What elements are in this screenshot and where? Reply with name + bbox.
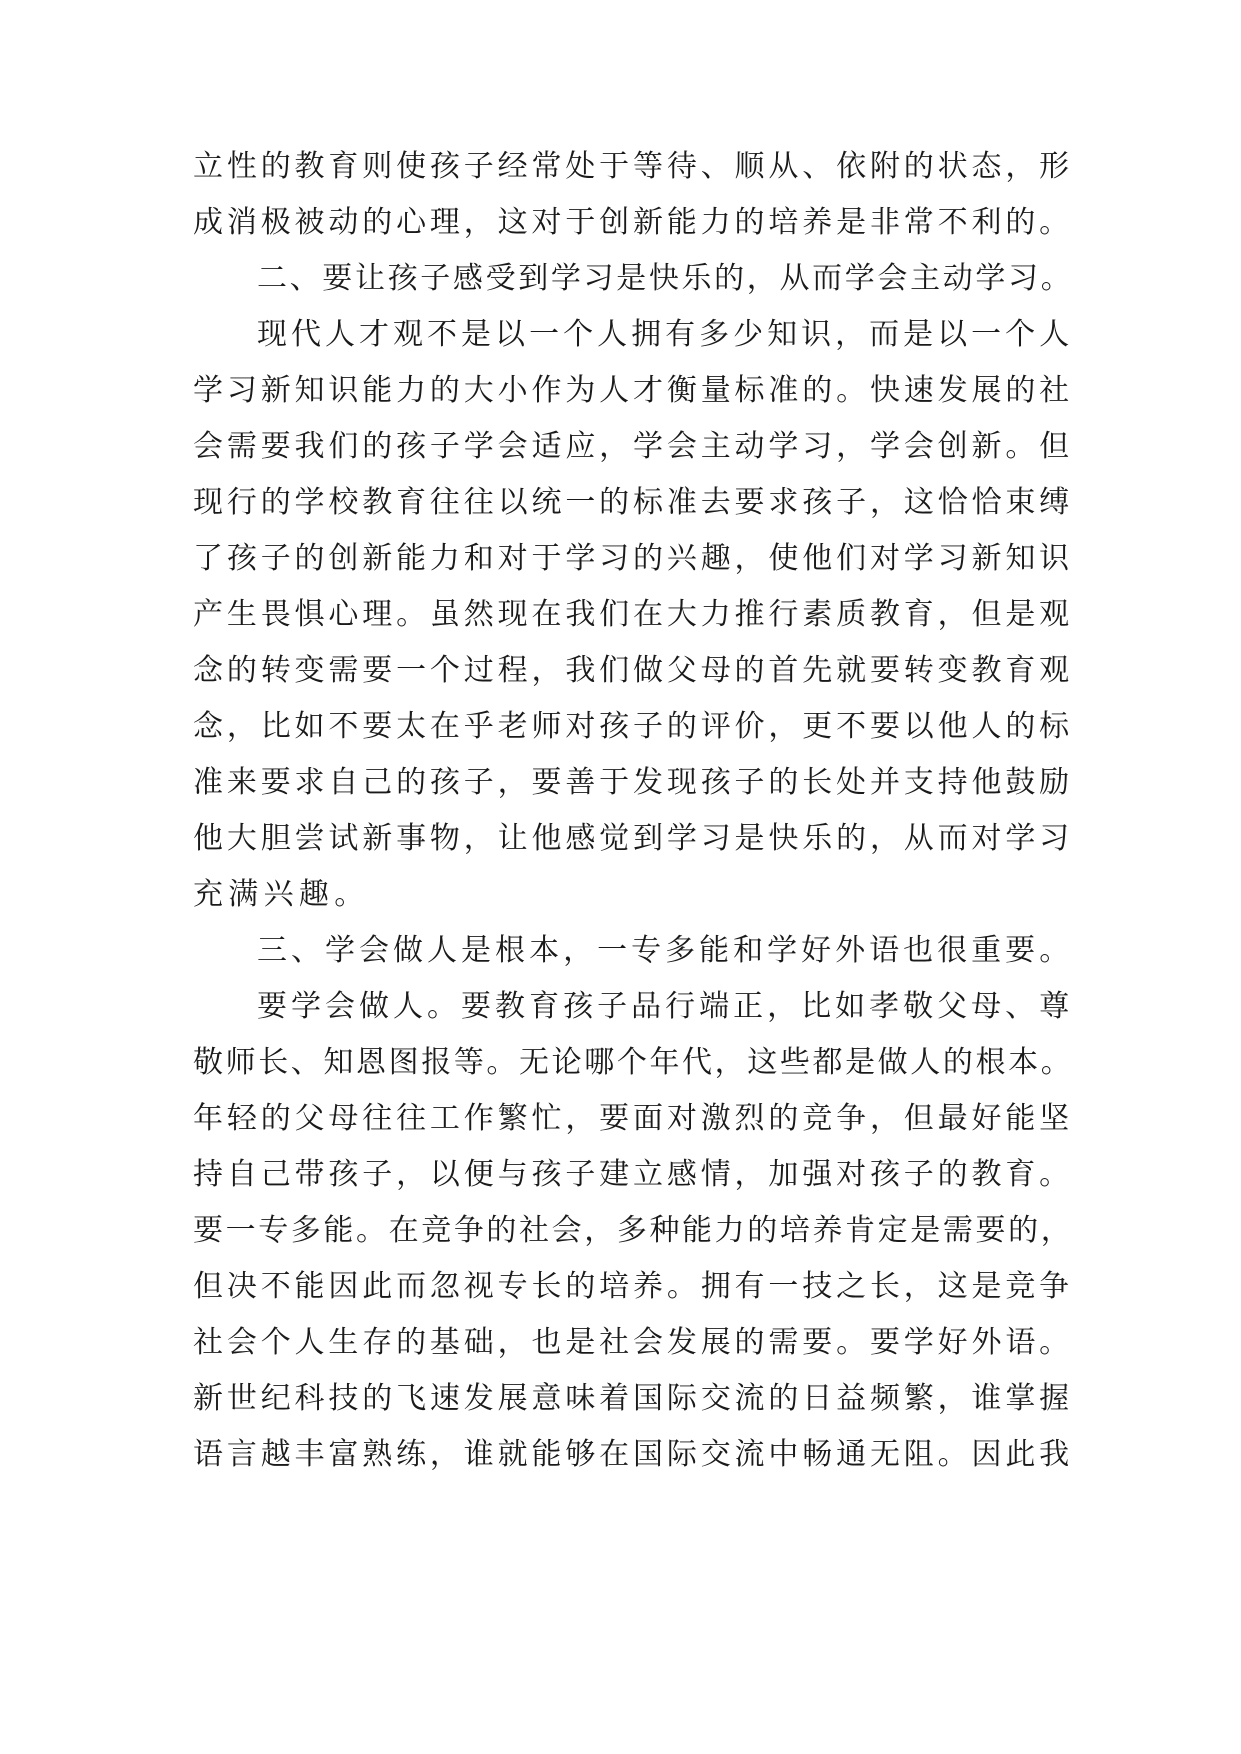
- text-line: 学习新知识能力的大小作为人才衡量标准的。快速发展的社: [193, 373, 1073, 408]
- text-line: 但决不能因此而忽视专长的培养。拥有一技之长，这是竞争: [193, 1269, 1073, 1304]
- text-line: 现行的学校教育往往以统一的标准去要求孩子，这恰恰束缚: [193, 485, 1073, 520]
- text-line: 新世纪科技的飞速发展意味着国际交流的日益频繁，谁掌握: [193, 1381, 1073, 1416]
- text-line: 念，比如不要太在乎老师对孩子的评价，更不要以他人的标: [193, 709, 1073, 744]
- text-line: 语言越丰富熟练，谁就能够在国际交流中畅通无阻。因此我: [193, 1437, 1073, 1472]
- text-line: 产生畏惧心理。虽然现在我们在大力推行素质教育，但是观: [193, 597, 1073, 632]
- section-heading: 二、要让孩子感受到学习是快乐的，从而学会主动学习。: [257, 261, 1073, 296]
- text-line: 立性的教育则使孩子经常处于等待、顺从、依附的状态，形: [193, 149, 1073, 184]
- text-line: 了孩子的创新能力和对于学习的兴趣，使他们对学习新知识: [193, 541, 1073, 576]
- text-line: 会需要我们的孩子学会适应，学会主动学习，学会创新。但: [193, 429, 1073, 464]
- text-line: 要学会做人。要教育孩子品行端正，比如孝敬父母、尊: [257, 989, 1073, 1024]
- text-line: 他大胆尝试新事物，让他感觉到学习是快乐的，从而对学习: [193, 821, 1073, 856]
- text-line: 准来要求自己的孩子，要善于发现孩子的长处并支持他鼓励: [193, 765, 1073, 800]
- section-heading: 三、学会做人是根本，一专多能和学好外语也很重要。: [257, 933, 1073, 968]
- text-line: 社会个人生存的基础，也是社会发展的需要。要学好外语。: [193, 1325, 1073, 1360]
- text-line: 年轻的父母往往工作繁忙，要面对激烈的竞争，但最好能坚: [193, 1101, 1073, 1136]
- text-line: 成消极被动的心理，这对于创新能力的培养是非常不利的。: [193, 205, 1073, 240]
- text-line: 要一专多能。在竞争的社会，多种能力的培养肯定是需要的，: [193, 1213, 1073, 1248]
- text-line: 现代人才观不是以一个人拥有多少知识，而是以一个人: [257, 317, 1073, 352]
- text-line: 持自己带孩子，以便与孩子建立感情，加强对孩子的教育。: [193, 1157, 1073, 1192]
- text-line: 念的转变需要一个过程，我们做父母的首先就要转变教育观: [193, 653, 1073, 688]
- text-line: 敬师长、知恩图报等。无论哪个年代，这些都是做人的根本。: [193, 1045, 1073, 1080]
- text-line: 充满兴趣。: [193, 877, 370, 912]
